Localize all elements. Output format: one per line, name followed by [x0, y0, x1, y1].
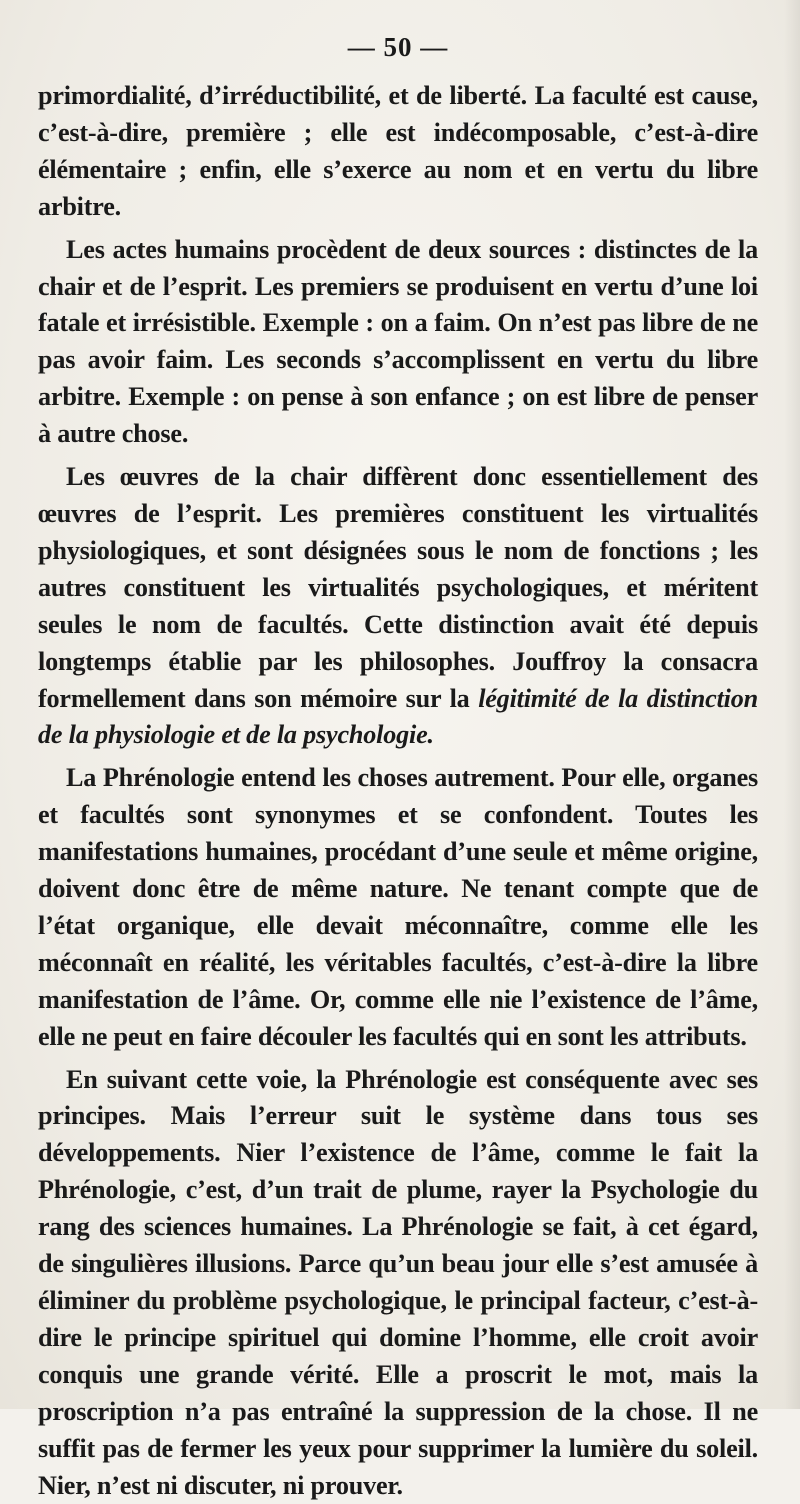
paragraph-1: [38, 78, 758, 226]
paragraph-1-text: primordialité, d’irréductibilité, et de liberté. La faculté est cause, c’est-à-dire, première ; elle est indécomposable, c’est-à-dire élémentaire ; enfin, elle s’exerce au nom et en vertu du libre arbitre.: [38, 81, 758, 221]
paragraph-3-text: Les œuvres de la chair diffèrent donc essentiellement des œuvres de l’esprit. Les premières constituent les virtualités physiologiques, et sont désignées sous le nom de fonctions ; les autres constituent les virtualités psychologiques, et méritent seules le nom de facultés. Cette distinction avait été depuis longtemps établie par les philosophes. Jouffroy la consacra formellement dans son mémoire sur la: [38, 462, 758, 713]
paragraph-2: [38, 232, 758, 453]
page-body: [38, 78, 758, 1504]
paragraph-5-text: En suivant cette voie, la Phrénologie est conséquente avec ses principes. Mais l’erreur suit le système dans tous ses développements. Nier l’existence de l’âme, comme le fait la Phrénologie, c’est, d’un trait de plume, rayer la Psychologie du rang des sciences humaines. La Phrénologie se fait, à cet égard, de singulières illusions. Parce qu’un beau jour elle s’est amusée à éliminer du problème psychologique, le principal facteur, c’est-à-dire le principe spirituel qui domine l’homme, elle croit avoir conquis une grande vérité. Elle a proscrit le mot, mais la proscription n’a pas entraîné la suppression de la chose. Il ne suffit pas de fermer les yeux pour supprimer la lumière du soleil. Nier, n’est ni discuter, ni prouver.: [38, 1064, 758, 1500]
paragraph-4: [38, 760, 758, 1055]
paragraph-2-text: Les actes humains procèdent de deux sources : distinctes de la chair et de l’esprit. Les premiers se produisent en vertu d’une loi fatale et irrésistible. Exemple : on a faim. On n’est pas libre de ne pas avoir faim. Les seconds s’accomplissent en vertu du libre arbitre. Exemple : on pense à son enfance ; on est libre de penser à autre chose.: [38, 234, 758, 449]
paragraph-4-text: La Phrénologie entend les choses autrement. Pour elle, organes et facultés sont synonymes et se confondent. Toutes les manifestations humaines, procédant d’une seule et même origine, doivent donc être de même nature. Ne tenant compte que de l’état organique, elle devait méconnaître, comme elle les méconnaît en réalité, les véritables facultés, c’est-à-dire la libre manifestation de l’âme. Or, comme elle nie l’existence de l’âme, elle ne peut en faire découler les facultés qui en sont les attributs.: [38, 763, 758, 1051]
paragraph-5: [38, 1062, 758, 1504]
paragraph-3-italic-title: légitimité de la distinction de la physiologie et de la psychologie.: [38, 683, 758, 750]
page-number: — 50 —: [347, 32, 449, 62]
paragraph-3: [38, 459, 758, 754]
page-edge-shadow: [784, 0, 800, 1409]
